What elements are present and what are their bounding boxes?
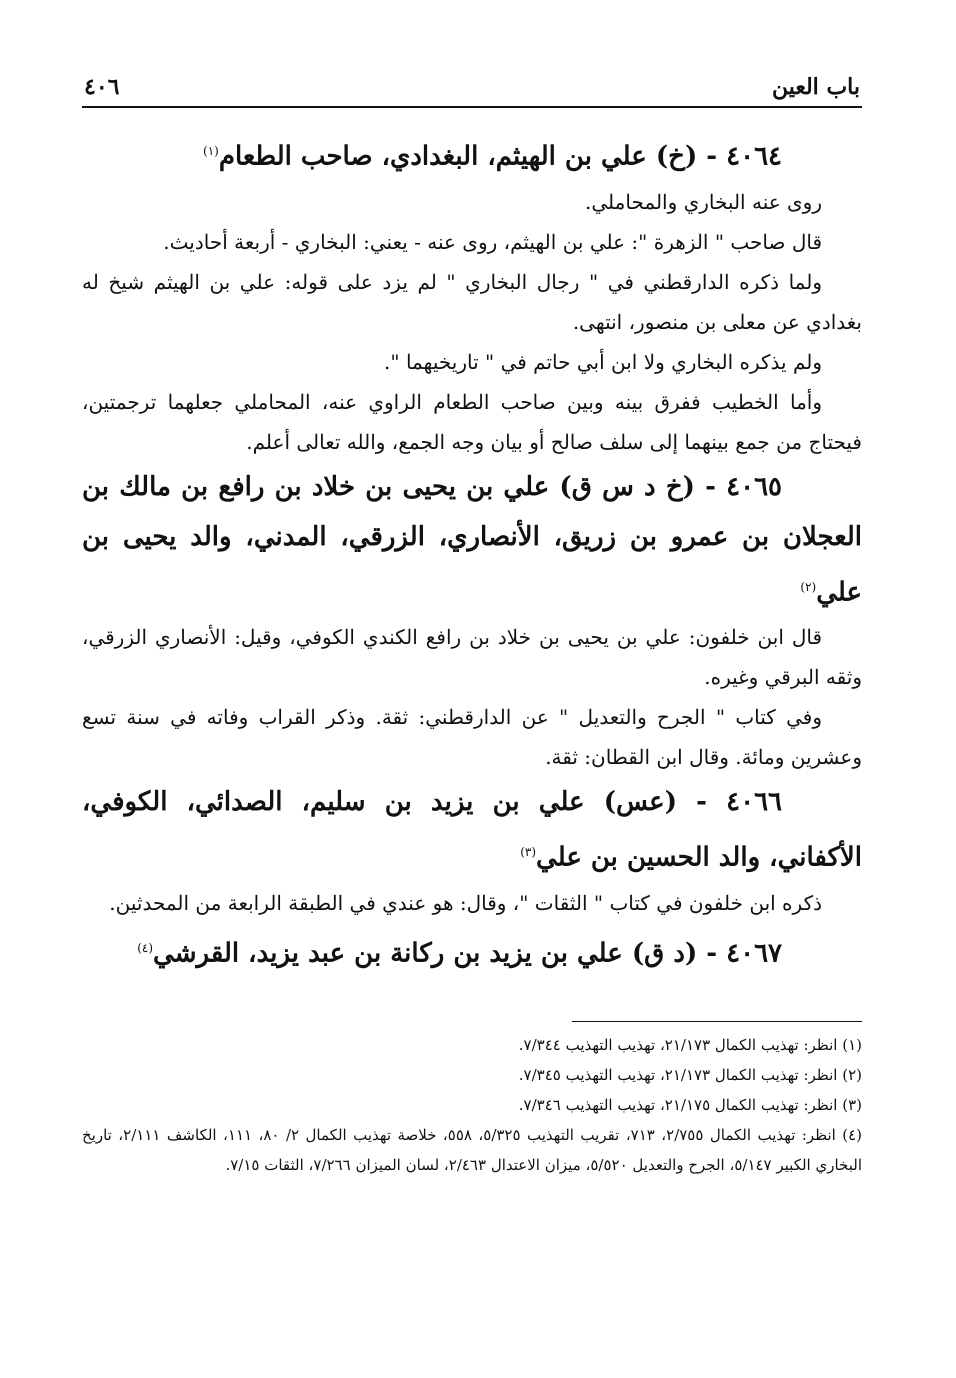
footnote: (٤) انظر: تهذيب الكمال ٢/٧٥٥، ٧١٣، تقريب التهذيب ٥/٣٢٥، ٥٥٨، خلاصة تهذيب الكمال ٢/ ٨٠، ١١١، الكاشف ٢/١١١، تاريخ البخاري الكبير ٥/١٤٧، الجرح والتعديل ٥/٥٢٠، ميزان الاعتدال ٢/٤٦٣، لسان الميزان ٧/٢٦٦، الثقات ٧/١٥. [82,1125,863,1174]
entry-paragraph: روى عنه البخاري والمحاملي. [585,189,822,214]
book-page [82,56,862,1180]
entry-paragraph: قال ابن خلفون: علي بن يحيى بن خلاد بن رافع الكندي الكوفي، وقيل: الأنصاري الزرقي، وثقه البرقي وغيره. [82,625,862,690]
entry-heading [82,126,862,182]
footnote: (١) انظر: تهذيب الكمال ٢١/١٧٣، تهذيب التهذيب ٧/٣٤٤. [518,1035,862,1054]
page-number: ٤٠٦ [84,74,120,100]
entry-paragraph: وأما الخطيب ففرق بينه وبين صاحب الطعام الراوي عنه، المحاملي جعلهما ترجمتين، فيحتاج من جمع بينهما إلى سلف صالح أو بيان وجه الجمع، والله تعالى أعلم. [82,389,862,454]
entry-paragraph: ولم يذكره البخاري ولا ابن أبي حاتم في " تاريخيهما ". [384,349,822,374]
entry-paragraph: ذكره ابن خلفون في كتاب " الثقات "، وقال: هو عندي في الطبقة الرابعة من المحدثين. [109,890,822,915]
entry-heading-text: ٤٠٦٤ - (خ) علي بن الهيثم، البغدادي، صاحب الطعام [218,141,782,172]
footnote-ref: (٢) [800,579,817,594]
entry-heading [82,777,862,883]
footnote: (٣) انظر: تهذيب الكمال ٢١/١٧٥، تهذيب التهذيب ٧/٣٤٦. [518,1095,862,1114]
footnote: (٢) انظر: تهذيب الكمال ٢١/١٧٣، تهذيب التهذيب ٧/٣٤٥. [518,1065,862,1084]
running-header [82,56,862,108]
section-title: باب العين [771,74,860,100]
page-content [82,126,862,979]
footnote-ref: (٣) [520,845,537,860]
footnote-ref: (١) [203,144,219,158]
entry-paragraph: وفي كتاب " الجرح والتعديل " عن الدارقطني: ثقة. وذكر القراب وفاته في سنة تسع وعشرين ومائة. وقال ابن القطان: ثقة. [82,705,862,770]
entry-heading [82,923,862,979]
entry-paragraph: قال صاحب " الزهرة ": علي بن الهيثم، روى عنه - يعني: البخاري - أربعة أحاديث. [163,229,822,254]
footnotes-section [82,1011,862,1180]
entry-paragraph: ولما ذكره الدارقطني في " رجال البخاري " لم يزد على قوله: علي بن الهيثم شيخ له بغدادي عن معلى بن منصور، انتهى. [82,269,862,334]
entry-heading [82,462,862,618]
entry-heading-text: ٤٠٦٥ - (خ د س ق) علي بن يحيى بن خلاد بن رافع بن مالك بن العجلان بن عمرو بن زريق، الأنصاري، الزرقي، المدني، والد يحيى بن علي [82,471,862,608]
footnote-divider [572,1021,862,1022]
footnote-ref: (٤) [137,940,154,955]
entry-heading-text: ٤٠٦٦ - (عس) علي بن يزيد بن سليم، الصدائي، الكوفي، الأكفاني، والد الحسين بن علي [82,787,862,873]
entry-heading-text: ٤٠٦٧ - (د ق) علي بن يزيد بن ركانة بن عبد يزيد، القرشي [153,938,782,969]
